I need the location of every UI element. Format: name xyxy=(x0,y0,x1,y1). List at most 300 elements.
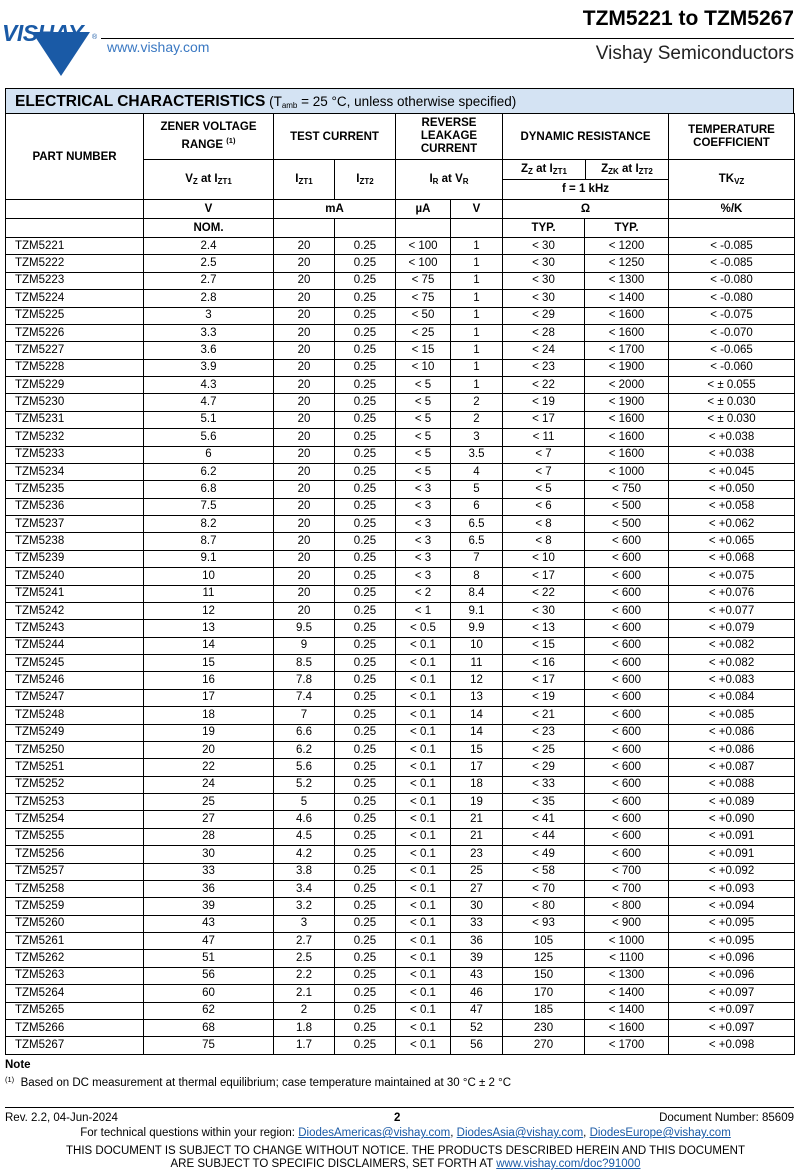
cell-zz-typ: < 8 xyxy=(503,533,585,550)
cell-ir: < 0.1 xyxy=(396,846,451,863)
cell-part-number: TZM5244 xyxy=(6,637,144,654)
unit-vz: V xyxy=(144,200,274,219)
cell-tkvz: < +0.095 xyxy=(669,915,795,932)
cell-zz-typ: < 10 xyxy=(503,550,585,567)
cell-zz-typ: < 49 xyxy=(503,846,585,863)
cell-izt1: 9 xyxy=(274,637,335,654)
cell-vz-nom: 13 xyxy=(144,620,274,637)
cell-vz-nom: 20 xyxy=(144,741,274,758)
cell-tkvz: < +0.082 xyxy=(669,655,795,672)
cell-part-number: TZM5224 xyxy=(6,290,144,307)
cell-part-number: TZM5267 xyxy=(6,1037,144,1054)
cell-zzk-typ: < 600 xyxy=(585,724,669,741)
cell-ir: < 75 xyxy=(396,272,451,289)
cell-izt1: 9.5 xyxy=(274,620,335,637)
cell-vr: 3.5 xyxy=(451,446,503,463)
cell-tkvz: < +0.098 xyxy=(669,1037,795,1054)
cell-vz-nom: 15 xyxy=(144,655,274,672)
cell-izt1: 2.5 xyxy=(274,950,335,967)
cell-izt1: 2 xyxy=(274,1002,335,1019)
cell-tkvz: < +0.079 xyxy=(669,620,795,637)
cell-vr: 43 xyxy=(451,967,503,984)
table-row xyxy=(6,915,795,932)
cell-izt2: 0.25 xyxy=(335,846,396,863)
cell-ir: < 5 xyxy=(396,377,451,394)
cell-vr: 1 xyxy=(451,359,503,376)
cell-tkvz: < +0.083 xyxy=(669,672,795,689)
label-blank-5 xyxy=(451,219,503,238)
cell-tkvz: < +0.092 xyxy=(669,863,795,880)
cell-izt2: 0.25 xyxy=(335,880,396,897)
cell-izt2: 0.25 xyxy=(335,463,396,480)
cell-ir: < 1 xyxy=(396,602,451,619)
cell-vz-nom: 2.8 xyxy=(144,290,274,307)
unit-ir: µA xyxy=(396,200,451,219)
cell-part-number: TZM5233 xyxy=(6,446,144,463)
cell-zz-typ: 270 xyxy=(503,1037,585,1054)
cell-izt2: 0.25 xyxy=(335,481,396,498)
website-link[interactable]: www.vishay.com xyxy=(107,39,210,55)
cell-vr: 14 xyxy=(451,707,503,724)
table-row xyxy=(6,550,795,567)
cell-izt1: 20 xyxy=(274,516,335,533)
cell-ir: < 15 xyxy=(396,342,451,359)
cell-part-number: TZM5257 xyxy=(6,863,144,880)
symbol-zzk: $Z_{ZK}$ at $I_{ZT2}$ xyxy=(601,163,653,176)
cell-part-number: TZM5246 xyxy=(6,672,144,689)
table-row xyxy=(6,707,795,724)
cell-izt1: 20 xyxy=(274,394,335,411)
cell-part-number: TZM5242 xyxy=(6,602,144,619)
cell-vz-nom: 25 xyxy=(144,794,274,811)
cell-izt1: 7 xyxy=(274,707,335,724)
cell-ir: < 10 xyxy=(396,359,451,376)
cell-zzk-typ: < 1700 xyxy=(585,1037,669,1054)
revision-info: Rev. 2.2, 04-Jun-2024 xyxy=(5,1112,118,1124)
cell-zz-typ: < 33 xyxy=(503,776,585,793)
cell-zzk-typ: < 600 xyxy=(585,602,669,619)
header-reverse-leakage: REVERSE LEAKAGE CURRENT xyxy=(396,114,503,160)
cell-tkvz: < ± 0.055 xyxy=(669,377,795,394)
cell-izt1: 7.4 xyxy=(274,689,335,706)
electrical-characteristics-section xyxy=(5,88,794,1055)
table-row xyxy=(6,585,795,602)
email-americas-link[interactable]: DiodesAmericas@vishay.com xyxy=(298,1127,451,1139)
cell-tkvz: < +0.050 xyxy=(669,481,795,498)
cell-izt1: 20 xyxy=(274,446,335,463)
cell-ir: < 3 xyxy=(396,516,451,533)
table-row xyxy=(6,516,795,533)
cell-izt2: 0.25 xyxy=(335,637,396,654)
table-row xyxy=(6,794,795,811)
cell-izt2: 0.25 xyxy=(335,620,396,637)
cell-zzk-typ: < 600 xyxy=(585,533,669,550)
cell-vr: 1 xyxy=(451,255,503,272)
cell-ir: < 0.1 xyxy=(396,811,451,828)
cell-izt2: 0.25 xyxy=(335,741,396,758)
note-text: $^{(1)}$ Based on DC measurement at thermal equilibrium; case temperature maintained at 30 °C ± 2 °C xyxy=(5,1075,511,1089)
cell-vz-nom: 6.8 xyxy=(144,481,274,498)
cell-ir: < 0.1 xyxy=(396,863,451,880)
cell-tkvz: < +0.088 xyxy=(669,776,795,793)
cell-part-number: TZM5252 xyxy=(6,776,144,793)
cell-vr: 4 xyxy=(451,463,503,480)
cell-zzk-typ: < 1100 xyxy=(585,950,669,967)
email-asia-link[interactable]: DiodesAsia@vishay.com xyxy=(456,1127,584,1139)
table-row xyxy=(6,689,795,706)
cell-zz-typ: < 44 xyxy=(503,828,585,845)
cell-tkvz: < +0.082 xyxy=(669,637,795,654)
symbol-vz: $V_Z$ at $I_{ZT1}$ xyxy=(144,160,274,200)
cell-part-number: TZM5261 xyxy=(6,933,144,950)
table-row xyxy=(6,498,795,515)
cell-izt2: 0.25 xyxy=(335,498,396,515)
cell-tkvz: < +0.096 xyxy=(669,967,795,984)
label-typ-zz: TYP. xyxy=(503,219,585,238)
table-row xyxy=(6,533,795,550)
cell-vz-nom: 9.1 xyxy=(144,550,274,567)
cell-ir: < 3 xyxy=(396,533,451,550)
cell-zzk-typ: < 1300 xyxy=(585,967,669,984)
cell-tkvz: < +0.084 xyxy=(669,689,795,706)
disclaimer-link[interactable]: www.vishay.com/doc?91000 xyxy=(496,1158,641,1170)
cell-ir: < 0.1 xyxy=(396,794,451,811)
cell-zz-typ: < 17 xyxy=(503,672,585,689)
document-title: TZM5221 to TZM5267 xyxy=(582,7,794,30)
cell-vz-nom: 17 xyxy=(144,689,274,706)
cell-vr: 7 xyxy=(451,550,503,567)
cell-tkvz: < +0.086 xyxy=(669,741,795,758)
cell-izt1: 20 xyxy=(274,359,335,376)
cell-zz-typ: < 5 xyxy=(503,481,585,498)
cell-zzk-typ: < 700 xyxy=(585,880,669,897)
table-row xyxy=(6,342,795,359)
table-row xyxy=(6,238,795,255)
cell-vr: 56 xyxy=(451,1037,503,1054)
cell-ir: < 5 xyxy=(396,429,451,446)
cell-izt2: 0.25 xyxy=(335,411,396,428)
table-row xyxy=(6,324,795,341)
cell-izt1: 5 xyxy=(274,794,335,811)
cell-izt2: 0.25 xyxy=(335,533,396,550)
cell-tkvz: < +0.091 xyxy=(669,846,795,863)
table-row xyxy=(6,950,795,967)
cell-zzk-typ: < 700 xyxy=(585,863,669,880)
unit-part-blank xyxy=(6,200,144,219)
email-europe-link[interactable]: DiodesEurope@vishay.com xyxy=(589,1127,731,1139)
cell-ir: < 3 xyxy=(396,498,451,515)
cell-zz-typ: < 22 xyxy=(503,585,585,602)
cell-zzk-typ: < 1400 xyxy=(585,985,669,1002)
symbol-izt2: $I_{ZT2}$ xyxy=(335,160,396,200)
cell-tkvz: < +0.086 xyxy=(669,724,795,741)
cell-zz-typ: < 23 xyxy=(503,359,585,376)
cell-vr: 14 xyxy=(451,724,503,741)
table-row xyxy=(6,898,795,915)
cell-izt2: 0.25 xyxy=(335,776,396,793)
cell-tkvz: < +0.093 xyxy=(669,880,795,897)
cell-zzk-typ: < 600 xyxy=(585,759,669,776)
cell-part-number: TZM5226 xyxy=(6,324,144,341)
cell-zzk-typ: < 1400 xyxy=(585,1002,669,1019)
symbol-dynamic xyxy=(503,160,669,200)
cell-izt2: 0.25 xyxy=(335,585,396,602)
table-row xyxy=(6,655,795,672)
table-row xyxy=(6,359,795,376)
cell-vz-nom: 3 xyxy=(144,307,274,324)
cell-zzk-typ: < 1600 xyxy=(585,411,669,428)
cell-vr: 3 xyxy=(451,429,503,446)
cell-ir: < 5 xyxy=(396,394,451,411)
page-number: 2 xyxy=(394,1112,401,1124)
table-row xyxy=(6,307,795,324)
cell-vr: 9.1 xyxy=(451,602,503,619)
cell-ir: < 0.1 xyxy=(396,741,451,758)
cell-part-number: TZM5255 xyxy=(6,828,144,845)
footer-divider xyxy=(5,1107,794,1108)
title-divider xyxy=(101,38,794,39)
cell-izt1: 20 xyxy=(274,411,335,428)
cell-vz-nom: 8.7 xyxy=(144,533,274,550)
cell-vz-nom: 14 xyxy=(144,637,274,654)
cell-izt1: 6.6 xyxy=(274,724,335,741)
cell-ir: < 50 xyxy=(396,307,451,324)
cell-izt2: 0.25 xyxy=(335,967,396,984)
cell-part-number: TZM5225 xyxy=(6,307,144,324)
disclaimer-line-1: THIS DOCUMENT IS SUBJECT TO CHANGE WITHOUT NOTICE. THE PRODUCTS DESCRIBED HEREIN AND THIS DOCUMENT xyxy=(66,1145,745,1157)
cell-ir: < 3 xyxy=(396,481,451,498)
cell-izt2: 0.25 xyxy=(335,446,396,463)
cell-izt2: 0.25 xyxy=(335,985,396,1002)
cell-zz-typ: < 30 xyxy=(503,255,585,272)
cell-vr: 15 xyxy=(451,741,503,758)
cell-vr: 6.5 xyxy=(451,516,503,533)
cell-izt2: 0.25 xyxy=(335,950,396,967)
cell-izt1: 4.2 xyxy=(274,846,335,863)
cell-ir: < 0.1 xyxy=(396,689,451,706)
table-row xyxy=(6,637,795,654)
cell-izt1: 2.7 xyxy=(274,933,335,950)
cell-izt2: 0.25 xyxy=(335,794,396,811)
unit-vr: V xyxy=(451,200,503,219)
cell-vz-nom: 2.5 xyxy=(144,255,274,272)
cell-vz-nom: 22 xyxy=(144,759,274,776)
cell-izt2: 0.25 xyxy=(335,602,396,619)
cell-tkvz: < +0.090 xyxy=(669,811,795,828)
cell-vz-nom: 60 xyxy=(144,985,274,1002)
cell-ir: < 0.1 xyxy=(396,828,451,845)
cell-part-number: TZM5245 xyxy=(6,655,144,672)
cell-izt2: 0.25 xyxy=(335,272,396,289)
cell-part-number: TZM5239 xyxy=(6,550,144,567)
cell-ir: < 75 xyxy=(396,290,451,307)
cell-vz-nom: 3.3 xyxy=(144,324,274,341)
cell-izt1: 20 xyxy=(274,481,335,498)
cell-zz-typ: < 30 xyxy=(503,290,585,307)
table-row xyxy=(6,568,795,585)
cell-zzk-typ: < 1000 xyxy=(585,933,669,950)
cell-vz-nom: 5.1 xyxy=(144,411,274,428)
cell-zzk-typ: < 1900 xyxy=(585,359,669,376)
label-blank-6 xyxy=(669,219,795,238)
cell-ir: < 0.5 xyxy=(396,620,451,637)
cell-tkvz: < +0.097 xyxy=(669,985,795,1002)
cell-ir: < 0.1 xyxy=(396,880,451,897)
cell-zz-typ: < 24 xyxy=(503,342,585,359)
cell-tkvz: < +0.076 xyxy=(669,585,795,602)
cell-part-number: TZM5260 xyxy=(6,915,144,932)
cell-tkvz: < +0.068 xyxy=(669,550,795,567)
cell-tkvz: < +0.077 xyxy=(669,602,795,619)
cell-part-number: TZM5227 xyxy=(6,342,144,359)
cell-vr: 6.5 xyxy=(451,533,503,550)
cell-tkvz: < -0.065 xyxy=(669,342,795,359)
cell-part-number: TZM5221 xyxy=(6,238,144,255)
cell-vz-nom: 68 xyxy=(144,1019,274,1036)
cell-izt2: 0.25 xyxy=(335,898,396,915)
cell-izt2: 0.25 xyxy=(335,359,396,376)
cell-vr: 1 xyxy=(451,324,503,341)
cell-ir: < 0.1 xyxy=(396,672,451,689)
cell-ir: < 0.1 xyxy=(396,724,451,741)
cell-tkvz: < +0.094 xyxy=(669,898,795,915)
cell-tkvz: < +0.085 xyxy=(669,707,795,724)
cell-vr: 2 xyxy=(451,394,503,411)
cell-tkvz: < ± 0.030 xyxy=(669,411,795,428)
cell-vz-nom: 24 xyxy=(144,776,274,793)
cell-vr: 2 xyxy=(451,411,503,428)
cell-part-number: TZM5251 xyxy=(6,759,144,776)
cell-part-number: TZM5248 xyxy=(6,707,144,724)
table-row xyxy=(6,481,795,498)
cell-zzk-typ: < 1250 xyxy=(585,255,669,272)
cell-vz-nom: 4.3 xyxy=(144,377,274,394)
table-row xyxy=(6,602,795,619)
cell-ir: < 0.1 xyxy=(396,776,451,793)
cell-zzk-typ: < 1300 xyxy=(585,272,669,289)
cell-vz-nom: 16 xyxy=(144,672,274,689)
cell-zzk-typ: < 600 xyxy=(585,620,669,637)
cell-part-number: TZM5249 xyxy=(6,724,144,741)
cell-ir: < 0.1 xyxy=(396,1002,451,1019)
cell-izt1: 20 xyxy=(274,324,335,341)
cell-zzk-typ: < 1400 xyxy=(585,290,669,307)
table-row xyxy=(6,863,795,880)
cell-vz-nom: 6.2 xyxy=(144,463,274,480)
cell-part-number: TZM5237 xyxy=(6,516,144,533)
cell-zz-typ: 150 xyxy=(503,967,585,984)
cell-tkvz: < +0.091 xyxy=(669,828,795,845)
cell-part-number: TZM5230 xyxy=(6,394,144,411)
cell-izt1: 20 xyxy=(274,272,335,289)
cell-vr: 8.4 xyxy=(451,585,503,602)
cell-izt1: 20 xyxy=(274,342,335,359)
cell-zz-typ: < 29 xyxy=(503,307,585,324)
cell-izt2: 0.25 xyxy=(335,655,396,672)
cell-izt1: 20 xyxy=(274,533,335,550)
table-row xyxy=(6,759,795,776)
label-blank-1 xyxy=(6,219,144,238)
cell-zzk-typ: < 600 xyxy=(585,689,669,706)
cell-zz-typ: 125 xyxy=(503,950,585,967)
table-row xyxy=(6,429,795,446)
cell-zz-typ: < 17 xyxy=(503,568,585,585)
cell-vz-nom: 36 xyxy=(144,880,274,897)
cell-izt2: 0.25 xyxy=(335,724,396,741)
header-zener-voltage: ZENER VOLTAGE RANGE $^{(1)}$ xyxy=(144,114,274,160)
cell-zzk-typ: < 600 xyxy=(585,672,669,689)
cell-vr: 21 xyxy=(451,811,503,828)
cell-zz-typ: < 17 xyxy=(503,411,585,428)
cell-vr: 30 xyxy=(451,898,503,915)
cell-zz-typ: < 8 xyxy=(503,516,585,533)
table-row xyxy=(6,828,795,845)
tech-questions-line: For technical questions within your region: DiodesAmericas@vishay.com, DiodesAsia@vishay.com, DiodesEurope@vishay.com xyxy=(80,1127,731,1139)
cell-part-number: TZM5240 xyxy=(6,568,144,585)
cell-part-number: TZM5243 xyxy=(6,620,144,637)
cell-vr: 8 xyxy=(451,568,503,585)
cell-ir: < 100 xyxy=(396,238,451,255)
cell-izt2: 0.25 xyxy=(335,1037,396,1054)
cell-izt2: 0.25 xyxy=(335,1019,396,1036)
label-blank-2 xyxy=(274,219,335,238)
cell-part-number: TZM5247 xyxy=(6,689,144,706)
table-row xyxy=(6,846,795,863)
cell-zzk-typ: < 500 xyxy=(585,516,669,533)
cell-ir: < 0.1 xyxy=(396,985,451,1002)
cell-zzk-typ: < 600 xyxy=(585,655,669,672)
cell-zz-typ: < 11 xyxy=(503,429,585,446)
cell-vz-nom: 3.9 xyxy=(144,359,274,376)
cell-tkvz: < +0.045 xyxy=(669,463,795,480)
cell-vz-nom: 10 xyxy=(144,568,274,585)
cell-izt1: 1.7 xyxy=(274,1037,335,1054)
cell-zzk-typ: < 600 xyxy=(585,846,669,863)
cell-vz-nom: 30 xyxy=(144,846,274,863)
table-row xyxy=(6,880,795,897)
logo-text: VISHAY xyxy=(2,20,83,46)
table-row xyxy=(6,255,795,272)
cell-zz-typ: < 6 xyxy=(503,498,585,515)
cell-izt1: 20 xyxy=(274,585,335,602)
cell-vz-nom: 51 xyxy=(144,950,274,967)
cell-ir: < 0.1 xyxy=(396,707,451,724)
cell-ir: < 0.1 xyxy=(396,637,451,654)
cell-izt1: 3.4 xyxy=(274,880,335,897)
cell-part-number: TZM5264 xyxy=(6,985,144,1002)
cell-part-number: TZM5241 xyxy=(6,585,144,602)
header-temperature-coefficient: TEMPERATURE COEFFICIENT xyxy=(669,114,795,160)
cell-ir: < 100 xyxy=(396,255,451,272)
cell-tkvz: < +0.096 xyxy=(669,950,795,967)
cell-ir: < 0.1 xyxy=(396,933,451,950)
cell-zzk-typ: < 1700 xyxy=(585,342,669,359)
cell-vz-nom: 11 xyxy=(144,585,274,602)
cell-tkvz: < +0.058 xyxy=(669,498,795,515)
cell-vr: 18 xyxy=(451,776,503,793)
cell-vr: 25 xyxy=(451,863,503,880)
unit-ohm: Ω xyxy=(503,200,669,219)
cell-izt2: 0.25 xyxy=(335,516,396,533)
cell-vz-nom: 19 xyxy=(144,724,274,741)
cell-izt1: 3.2 xyxy=(274,898,335,915)
cell-zz-typ: < 29 xyxy=(503,759,585,776)
logo-registered-mark: ® xyxy=(92,34,98,41)
cell-part-number: TZM5235 xyxy=(6,481,144,498)
cell-vr: 52 xyxy=(451,1019,503,1036)
cell-izt2: 0.25 xyxy=(335,933,396,950)
cell-vz-nom: 4.7 xyxy=(144,394,274,411)
